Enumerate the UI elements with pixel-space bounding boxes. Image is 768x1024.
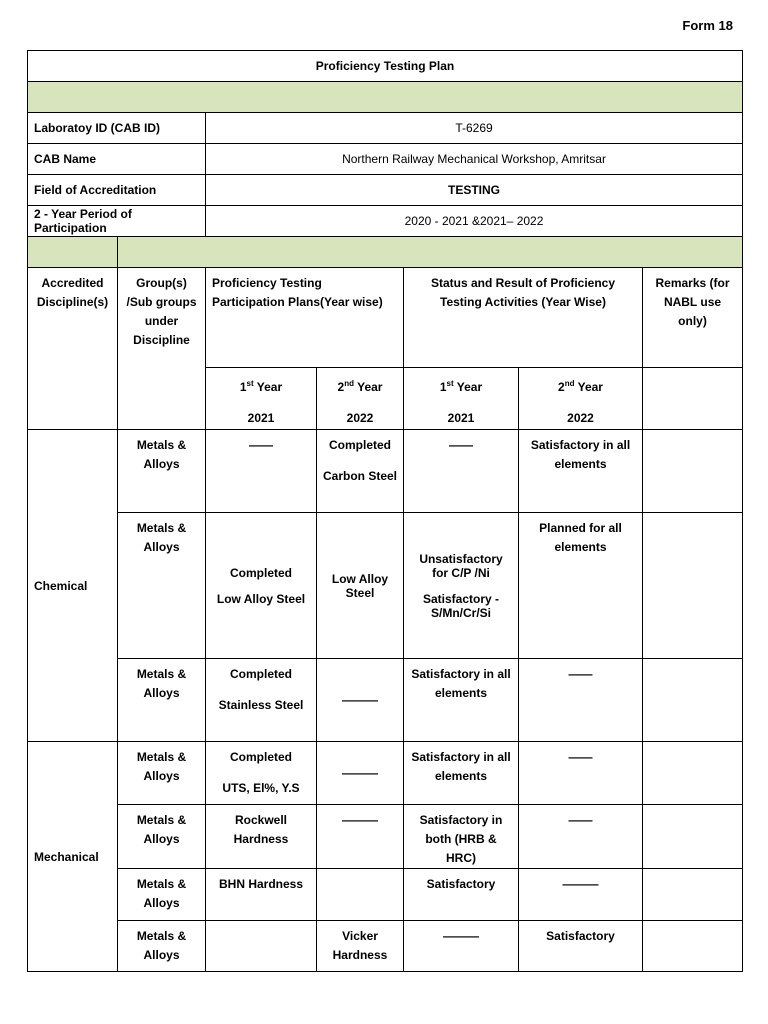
- group-cell: Metals & Alloys: [118, 513, 206, 659]
- remarks-cell: [643, 921, 743, 972]
- plan-table: [27, 50, 743, 972]
- year-ordinal: [323, 374, 397, 397]
- table-title: Proficiency Testing Plan: [28, 51, 743, 82]
- header-status: Status and Result of Proficiency Testing Activities (Year Wise): [404, 268, 643, 368]
- year-value: 2022: [346, 411, 374, 425]
- info-value: T-6269: [206, 113, 743, 144]
- cell-text: Low Alloy Steel: [216, 591, 306, 606]
- header-discipline: Accredited Discipline(s): [28, 268, 118, 430]
- year-value: 2022: [567, 411, 594, 425]
- table-row: [28, 513, 743, 659]
- cell-s2: [519, 921, 643, 972]
- cell-text: ——: [449, 438, 473, 452]
- cell-p2: [317, 921, 404, 972]
- group-cell: Metals & Alloys: [118, 921, 206, 972]
- cell-s1: [404, 921, 519, 972]
- cell-text: Low Alloy Steel: [331, 571, 389, 600]
- info-value: 2020 - 2021 &2021– 2022: [206, 206, 743, 237]
- cell-text: ———: [562, 877, 599, 891]
- cell-p1: [206, 869, 317, 921]
- year-ordinal: [410, 374, 512, 397]
- cell-p2: [317, 805, 404, 869]
- cell-text: Completed: [229, 667, 292, 681]
- green-band: [28, 82, 743, 113]
- header-group: Group(s) /Sub groups under Discipline: [118, 268, 206, 430]
- table-row: [28, 921, 743, 972]
- cell-s1: [404, 430, 519, 513]
- cell-s1: [404, 659, 519, 742]
- info-label: Laboratoy ID (CAB ID): [28, 113, 206, 144]
- cell-p1: [206, 921, 317, 972]
- cell-s1: [404, 869, 519, 921]
- remarks-cell: [643, 513, 743, 659]
- cell-text: Satisfactory in all elements: [411, 667, 511, 700]
- cell-text: Completed: [229, 750, 292, 764]
- cell-text: UTS, El%, Y.S: [222, 781, 300, 795]
- cell-text: Satisfactory: [546, 929, 615, 943]
- spacer: [410, 397, 512, 409]
- cell-s2: [519, 805, 643, 869]
- cell-text: BHN Hardness: [218, 877, 304, 891]
- table-row: [28, 430, 743, 513]
- year-value: 2021: [447, 411, 475, 425]
- info-label: Field of Accreditation: [28, 175, 206, 206]
- spacer: [323, 397, 397, 409]
- year-value: 2021: [247, 411, 275, 425]
- discipline-cell: Chemical: [28, 430, 118, 742]
- cell-p1: [206, 659, 317, 742]
- remarks-cell: [643, 805, 743, 869]
- group-cell: Metals & Alloys: [118, 742, 206, 805]
- year-ordinal-suffix: nd: [344, 379, 354, 388]
- spacer: [410, 580, 512, 592]
- group-cell: Metals & Alloys: [118, 805, 206, 869]
- plan-year-1: [206, 368, 317, 430]
- group-cell: Metals & Alloys: [118, 430, 206, 513]
- cell-text: ———: [342, 693, 378, 707]
- year-ordinal-suffix: nd: [564, 379, 575, 388]
- discipline-cell: Mechanical: [28, 742, 118, 972]
- cell-text: Carbon Steel: [323, 469, 398, 483]
- header-plans: Proficiency Testing Participation Plans(Year wise): [206, 268, 404, 368]
- cell-p2: [317, 659, 404, 742]
- cell-p2: [317, 513, 404, 659]
- cell-text: ——: [249, 438, 273, 452]
- table-row: [28, 659, 743, 742]
- year-ordinal-suffix: st: [246, 379, 254, 388]
- cell-text: Completed: [328, 438, 391, 452]
- cell-s2: [519, 513, 643, 659]
- remarks-year-cell: [643, 368, 743, 430]
- group-cell: Metals & Alloys: [118, 659, 206, 742]
- green-band-right: [118, 237, 743, 268]
- proficiency-testing-plan: [27, 50, 742, 972]
- cell-s2: [519, 742, 643, 805]
- year-ordinal: [525, 374, 636, 397]
- spacer: [212, 767, 310, 779]
- cell-text: ———: [342, 766, 378, 780]
- cell-text: ———: [443, 929, 479, 943]
- remarks-cell: [643, 430, 743, 513]
- info-value: TESTING: [206, 175, 743, 206]
- year-ordinal-suffix: st: [446, 379, 454, 388]
- year-word: Year: [453, 380, 483, 394]
- cell-text: ———: [342, 813, 378, 827]
- form-number: Form 18: [682, 18, 733, 33]
- info-label: 2 - Year Period of Participation: [28, 206, 206, 237]
- year-word: Year: [353, 380, 383, 394]
- cell-s1: [404, 742, 519, 805]
- cell-s2: [519, 869, 643, 921]
- cell-p2: [317, 742, 404, 805]
- table-row: [28, 742, 743, 805]
- status-year-1: [404, 368, 519, 430]
- cell-p1: [206, 805, 317, 869]
- spacer: [212, 684, 310, 696]
- spacer: [212, 580, 310, 592]
- remarks-cell: [643, 659, 743, 742]
- cell-s2: [519, 659, 643, 742]
- cell-text: Satisfactory: [426, 877, 496, 891]
- remarks-cell: [643, 869, 743, 921]
- year-ordinal: [212, 374, 310, 397]
- cell-text: Rockwell Hardness: [233, 813, 289, 846]
- table-row: [28, 805, 743, 869]
- year-word: Year: [253, 380, 283, 394]
- cell-text: Satisfactory in all elements: [530, 438, 631, 471]
- year-ordinal-number: 2: [558, 380, 565, 394]
- spacer: [212, 397, 310, 409]
- year-ordinal-number: 1: [439, 380, 447, 394]
- info-label: CAB Name: [28, 144, 206, 175]
- spacer: [323, 455, 397, 467]
- cell-text: Planned for all elements: [539, 521, 622, 554]
- cell-p1: [206, 742, 317, 805]
- cell-text: ——: [568, 667, 593, 681]
- header-remarks: Remarks (for NABL use only): [643, 268, 743, 368]
- info-value: Northern Railway Mechanical Workshop, Amritsar: [206, 144, 743, 175]
- cell-text: Completed: [229, 565, 292, 580]
- cell-s1: [404, 805, 519, 869]
- year-ordinal-number: 2: [337, 380, 345, 394]
- year-word: Year: [574, 380, 603, 394]
- group-cell: Metals & Alloys: [118, 869, 206, 921]
- cell-s2: [519, 430, 643, 513]
- cell-text: Satisfactory in all elements: [411, 750, 511, 783]
- cell-p1: [206, 513, 317, 659]
- green-band-left: [28, 237, 118, 268]
- cell-text: Unsatisfactory for C/P /Ni: [419, 551, 503, 580]
- cell-text: Satisfactory - S/Mn/Cr/Si: [422, 591, 500, 620]
- plan-year-2: [317, 368, 404, 430]
- cell-text: Vicker Hardness: [332, 929, 388, 962]
- table-row: [28, 869, 743, 921]
- cell-text: Satisfactory in both (HRB & HRC): [419, 813, 503, 865]
- cell-text: ——: [568, 813, 593, 827]
- cell-text: Stainless Steel: [218, 698, 304, 712]
- cell-p2: [317, 869, 404, 921]
- cell-p1: [206, 430, 317, 513]
- cell-s1: [404, 513, 519, 659]
- cell-p2: [317, 430, 404, 513]
- year-ordinal-number: 1: [239, 380, 247, 394]
- spacer: [525, 397, 636, 409]
- cell-text: ——: [568, 750, 593, 764]
- status-year-2: [519, 368, 643, 430]
- remarks-cell: [643, 742, 743, 805]
